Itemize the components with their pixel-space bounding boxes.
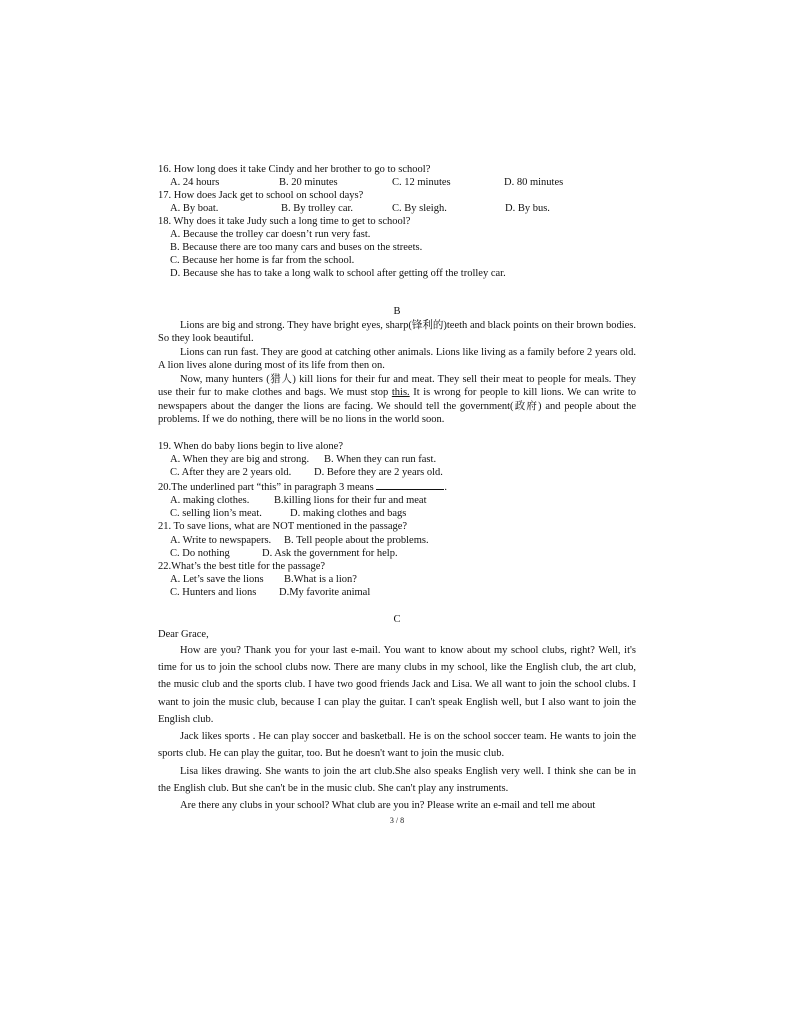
q22-option-d: D.My favorite animal <box>279 587 371 598</box>
q22-option-c: C. Hunters and lions <box>170 587 257 598</box>
q21-option-c: C. Do nothing <box>170 548 230 559</box>
q20-option-d: D. making clothes and bags <box>290 508 407 519</box>
question-20-text: 20.The underlined part “this” in paragraph 3 means <box>158 482 374 493</box>
section-c-paragraph-2-text: Jack likes sports . He can play soccer and basketball. He is on the school soccer team. He wants to join the sports club. He can play the guitar, too. But he doesn't want to join the music club. <box>158 731 636 760</box>
q21-option-b: B. Tell people about the problems. <box>284 535 429 546</box>
section-c-heading: C <box>393 614 401 625</box>
section-c-paragraph-3-text: Lisa likes drawing. She wants to join the art club.She also speaks English very well. I think she can be in the English club. But she can't be in the music club. She can't play any instruments. <box>158 766 636 795</box>
q21-option-a: A. Write to newspapers. <box>170 535 272 546</box>
question-22: 22.What’s the best title for the passage? <box>158 561 326 572</box>
q20-option-c: C. selling lion’s meat. <box>170 508 262 519</box>
section-c-paragraph-3 <box>158 763 636 797</box>
section-c-paragraph-1-text: How are you? Thank you for your last e-mail. You want to know about my school clubs, right? Well, it's time for us to join the school clubs now. There are many clubs in my school, like the English club, the art club, the music club and the sports club. I have two good friends Jack and Lisa. We all want to join the school clubs. I want to join the music club, because I can play the guitar. I can't speak English well, but I also want to join the English club. <box>158 645 636 725</box>
q19-option-a: A. When they are big and strong. <box>170 454 310 465</box>
q18-option-c: C. Because her home is far from the school. <box>170 255 355 266</box>
q18-option-d: D. Because she has to take a long walk to school after getting off the trolley car. <box>170 268 506 279</box>
q18-option-a: A. Because the trolley car doesn’t run very fast. <box>170 229 371 240</box>
q19-option-c: C. After they are 2 years old. <box>170 467 292 478</box>
question-20 <box>158 480 447 494</box>
q17-option-b: B. By trolley car. <box>281 203 354 214</box>
page-number: 3 / 8 <box>389 816 405 825</box>
section-c-paragraph-4-text: Are there any clubs in your school? What club are you in? Please write an e-mail and tell me about <box>180 800 596 811</box>
section-b-paragraph-2-text: Lions can run fast. They are good at catching other animals. Lions like living as a family before 2 years old. A lion lives alone during most of its life from then on. <box>158 347 636 372</box>
q20-option-b: B.killing lions for their fur and meat <box>274 495 427 506</box>
section-b-paragraph-2 <box>158 346 636 373</box>
question-17: 17. How does Jack get to school on school days? <box>158 190 364 201</box>
section-b-paragraph-3 <box>158 373 636 427</box>
question-18: 18. Why does it take Judy such a long time to get to school? <box>158 216 411 227</box>
q22-option-b: B.What is a lion? <box>284 574 357 585</box>
section-b-paragraph-3-text-a: Now, many hunters (猎人) kill lions for their fur and meat. They sell their meat to people for meals. They use their fur to make clothes and bags. We must stop <box>158 374 636 399</box>
q16-option-b: B. 20 minutes <box>279 177 338 188</box>
section-b-heading: B <box>393 306 401 317</box>
q16-option-c: C. 12 minutes <box>392 177 451 188</box>
underlined-this: this. <box>391 387 410 399</box>
section-b-paragraph-3-text-b: It is wrong for people to kill lions. We can write to newspapers about the danger the lions are facing. We should tell the government(政府) and people about the problems. If we do nothing, there will be no lions in the world soon. <box>158 387 637 426</box>
question-16: 16. How long does it take Cindy and her brother to go to school? <box>158 164 431 175</box>
q17-option-c: C. By sleigh. <box>392 203 447 214</box>
q17-option-d: D. By bus. <box>505 203 550 214</box>
letter-greeting: Dear Grace, <box>158 629 209 640</box>
q20-option-a: A. making clothes. <box>170 495 250 506</box>
question-20-end: . <box>444 482 448 493</box>
q18-option-b: B. Because there are too many cars and buses on the streets. <box>170 242 423 253</box>
q22-option-a: A. Let’s save the lions <box>170 574 264 585</box>
question-19: 19. When do baby lions begin to live alone? <box>158 441 343 452</box>
section-c-paragraph-2 <box>158 728 636 762</box>
section-b-paragraph-1 <box>158 319 636 346</box>
answer-blank <box>376 480 444 490</box>
question-21: 21. To save lions, what are NOT mentioned in the passage? <box>158 521 408 532</box>
section-c-paragraph-1 <box>158 642 636 728</box>
q19-option-b: B. When they can run fast. <box>324 454 437 465</box>
q21-option-d: D. Ask the government for help. <box>262 548 398 559</box>
q16-option-d: D. 80 minutes <box>504 177 564 188</box>
q16-option-a: A. 24 hours <box>170 177 220 188</box>
section-b-paragraph-1-text: Lions are big and strong. They have bright eyes, sharp(锋利的)teeth and black points on their brown bodies. So they look beautiful. <box>158 320 636 345</box>
q19-option-d: D. Before they are 2 years old. <box>314 467 443 478</box>
q17-option-a: A. By boat. <box>170 203 219 214</box>
section-c-paragraph-4 <box>158 797 636 814</box>
